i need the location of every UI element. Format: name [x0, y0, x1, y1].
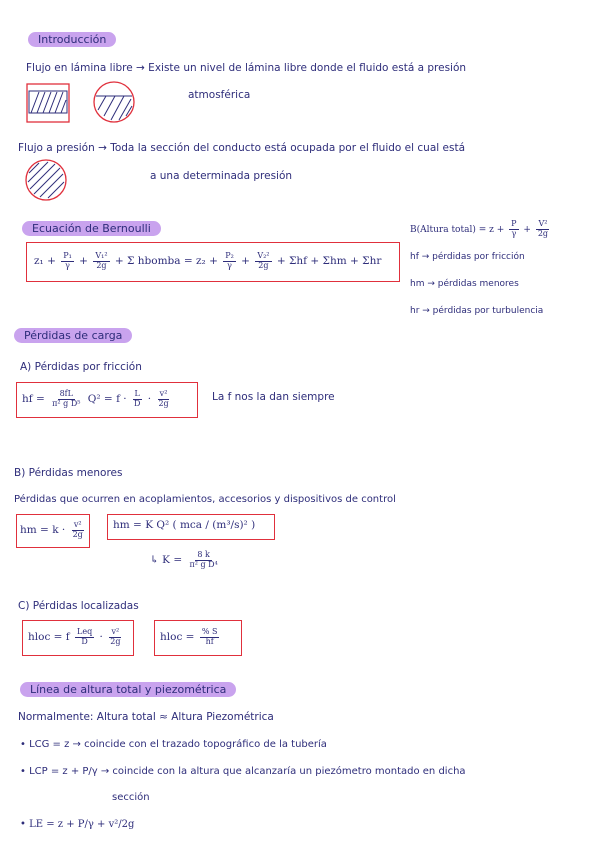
- hloc-formula: hloc = f $\frac{\text{Leq}}{D}$ · $\frac{\text{v²}}{2g}$: [28, 626, 121, 646]
- full-pipe-diagram: [24, 158, 68, 202]
- hloc-percent-formula: hloc = $\frac{\% S}{hf}$: [160, 626, 218, 646]
- friccion-note: La f nos la dan siempre: [212, 391, 335, 403]
- friccion-title: A) Pérdidas por fricción: [20, 361, 142, 373]
- hf-def: hf → pérdidas por fricción: [410, 252, 525, 262]
- partial-pipe-diagram: [92, 80, 136, 124]
- lcp-line: • LCP = z + P/γ → coincide con la altura que alcanzaría un piezómetro montado en dicha: [20, 766, 466, 777]
- hf-formula: hf = $\frac{8fL}{\text{π² g D⁵}}$ Q² = f · $\frac{L}{D}$ · $\frac{\text{v²}}{2g}$: [22, 388, 169, 408]
- hm-formula: hm = k · $\frac{\text{v²}}{2g}$: [20, 519, 83, 539]
- menores-title: B) Pérdidas menores: [14, 467, 123, 479]
- le-line: • LE = z + P/γ + v²/2g: [20, 819, 135, 830]
- bernoulli-heading: Ecuación de Bernoulli: [22, 221, 161, 236]
- k-definition: ↳ K = $\frac{8 k}{\text{π² g D⁴}}$: [150, 549, 218, 569]
- rect-channel-diagram: [26, 83, 70, 123]
- intro-p2-cont: a una determinada presión: [150, 170, 293, 182]
- lineas-heading: Línea de altura total y piezométrica: [20, 682, 236, 697]
- hr-def: hr → pérdidas por turbulencia: [410, 306, 544, 316]
- intro-p1-cont: atmosférica: [188, 89, 251, 101]
- lineas-intro: Normalmente: Altura total ≈ Altura Piezométrica: [18, 711, 274, 723]
- intro-heading: Introducción: [28, 32, 116, 47]
- intro-p1: Flujo en lámina libre → Existe un nivel de lámina libre donde el fluido está a presión: [26, 62, 467, 74]
- bernoulli-equation: z₁ + $\frac{\text{P₁}}{\gamma}$ + $\frac{\text{V₁²}}{2g}$ + Σ hbomba = z₂ + $\frac{\text{P₂}}{\gamma}$ + $\frac{\text{V₂²}}{2g}$ + Σhf + Σhm + Σhr: [34, 250, 382, 270]
- lcg-line: • LCG = z → coincide con el trazado topográfico de la tubería: [20, 739, 327, 750]
- hm-kq-formula: hm = K Q² ( mca / (m³/s)² ): [113, 519, 256, 531]
- menores-desc: Pérdidas que ocurren en acoplamientos, accesorios y dispositivos de control: [14, 494, 396, 505]
- intro-p2: Flujo a presión → Toda la sección del conducto está ocupada por el fluido el cual está: [18, 142, 465, 154]
- lcp-line-cont: sección: [112, 792, 150, 803]
- altura-total-def: B(Altura total) = z + $\frac{P}{\gamma}$ + $\frac{\text{V²}}{2g}$: [410, 219, 549, 238]
- hm-def: hm → pérdidas menores: [410, 279, 519, 289]
- perdidas-heading: Pérdidas de carga: [14, 328, 132, 343]
- localizadas-title: C) Pérdidas localizadas: [18, 600, 139, 612]
